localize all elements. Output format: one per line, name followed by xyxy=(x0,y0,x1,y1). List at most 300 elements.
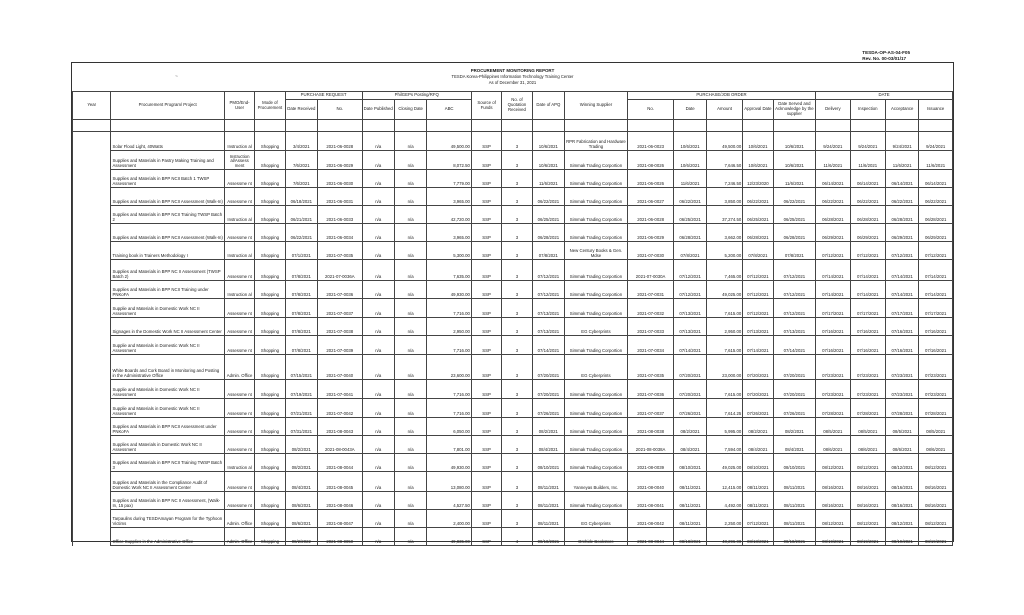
cell-inspection: 07/23/2021 xyxy=(850,355,885,380)
cell-acceptance: 06/22/2021 xyxy=(886,188,919,206)
cell-date-published: n/a xyxy=(362,224,394,242)
cell-approval: 08/11/2021 xyxy=(743,472,773,492)
cell-approval: 10/6/2021 xyxy=(743,132,773,151)
cell-date-published: n/a xyxy=(362,399,394,418)
cell-supplier: Simmak Trading Corportion xyxy=(565,281,628,299)
header-pmo: PMO/End-User xyxy=(224,92,254,120)
cell-apq: 07/12/2021 xyxy=(532,281,564,299)
cell-abc: 7,801.00 xyxy=(427,436,472,454)
cell-amount: 7,615.00 xyxy=(706,380,742,399)
cell-po-date: 06/22/2021 xyxy=(674,188,706,206)
cell-amount: 2,950.00 xyxy=(706,318,742,336)
cell-amount: 49,025.00 xyxy=(706,281,742,299)
cell-abc: 7,716.00 xyxy=(427,399,472,418)
cell-issuance: 06/29/2021 xyxy=(919,224,953,242)
header-date: DATE xyxy=(816,92,953,100)
cell-source-funds: SSP xyxy=(471,510,501,528)
cell-quotations: 3 xyxy=(502,151,532,170)
cell-inspection: 07/23/2021 xyxy=(850,380,885,399)
cell-po-no: 2021-08-0044 xyxy=(627,528,674,546)
cell-acceptance: 08/12/2021 xyxy=(886,454,919,472)
cell-abc: 49,835.00 xyxy=(427,528,472,546)
cell-po-no: 2021-08-0039 xyxy=(627,454,674,472)
pen-mark: ~ xyxy=(175,74,178,80)
cell-abc: 4,527.50 xyxy=(427,492,472,510)
cell-source-funds: SSP xyxy=(471,132,501,151)
cell-issuance: 08/6/2021 xyxy=(919,436,953,454)
cell-supplier: Simmak Trading Corportion xyxy=(565,260,628,281)
header-supplier: Winning Supplier xyxy=(565,92,628,120)
cell-supplier: Simmak Trading Corportion xyxy=(565,436,628,454)
cell-source-funds: SSP xyxy=(471,436,501,454)
cell-acceptance: 07/17/2021 xyxy=(886,299,919,318)
cell-pmo: Instruction al xyxy=(224,281,254,299)
cell-year xyxy=(73,170,111,188)
cell-quotations: 3 xyxy=(502,299,532,318)
cell-pr-no: 2021-08-0047 xyxy=(318,510,363,528)
cell-program: Office Supplies in the Administrative Office xyxy=(111,528,224,546)
cell-inspection: 07/16/2021 xyxy=(850,336,885,355)
cell-amount: 12,415.00 xyxy=(706,472,742,492)
cell-program: Supplie and Materials in Domestic Work NC II Assessment xyxy=(111,299,224,318)
cell-pr-no: 2021-07-0036 xyxy=(318,281,363,299)
header-philgeps: PhilGEPs Posting/RFQ xyxy=(362,92,471,100)
cell-quotations: 3 xyxy=(502,510,532,528)
cell-issuance: 08/16/2021 xyxy=(919,472,953,492)
cell-issuance: 07/28/2021 xyxy=(919,399,953,418)
cell-abc: 7,779.00 xyxy=(427,170,472,188)
document-code xyxy=(862,50,910,62)
cell-po-no: 2021-07-0035 xyxy=(627,355,674,380)
cell-quotations: 3 xyxy=(502,260,532,281)
cell-pr-date: 06/18/2021 xyxy=(285,188,317,206)
cell-year xyxy=(73,188,111,206)
cell-year xyxy=(73,260,111,281)
cell-amount: 5,200.00 xyxy=(706,242,742,260)
cell-approval: 06/25/2021 xyxy=(743,206,773,224)
table-row xyxy=(73,224,953,242)
cell-quotations: 3 xyxy=(502,132,532,151)
cell-closing-date: n/a xyxy=(394,492,426,510)
cell-abc: 7,716.00 xyxy=(427,299,472,318)
cell-program: Supplies and Materials in Domestic Work NC II Assessment xyxy=(111,436,224,454)
cell-closing-date: n/a xyxy=(394,224,426,242)
cell-pr-no: 2021-08-0050 xyxy=(318,528,363,546)
cell-approval: 07/8/2021 xyxy=(743,242,773,260)
report-sheet xyxy=(71,62,954,545)
cell-pmo: Instruction al xyxy=(224,242,254,260)
cell-date-published: n/a xyxy=(362,151,394,170)
cell-po-date: 07/20/2021 xyxy=(674,355,706,380)
cell-pmo: Assessme nt xyxy=(224,399,254,418)
cell-supplier: Simmak Trading Corportion xyxy=(565,492,628,510)
cell-issuance: 08/16/2021 xyxy=(919,492,953,510)
form-number: TESDA-OP-AS-04-F05 xyxy=(862,50,910,55)
spacer-row xyxy=(73,120,953,132)
cell-date-published: n/a xyxy=(362,436,394,454)
cell-served: 06/25/2021 xyxy=(773,206,816,224)
cell-program: Supplies and Materials in BPP NC II Assessment, (Walk-In, 15 pax) xyxy=(111,492,224,510)
cell-pmo: Assessme nt xyxy=(224,418,254,436)
cell-amount: 2,250.00 xyxy=(706,510,742,528)
cell-date-published: n/a xyxy=(362,492,394,510)
table-row xyxy=(73,418,953,436)
cell-closing-date: n/a xyxy=(394,318,426,336)
cell-issuance: 08/5/2021 xyxy=(919,418,953,436)
cell-po-date: 10/6/2021 xyxy=(674,151,706,170)
cell-po-no: 2021-07-0037 xyxy=(627,399,674,418)
cell-inspection: 07/14/2021 xyxy=(850,260,885,281)
cell-year xyxy=(73,528,111,546)
cell-quotations: 3 xyxy=(502,336,532,355)
cell-delivery: 06/22/2021 xyxy=(816,188,850,206)
cell-program: Supplies and Materials in BPP NCII Batch 1 TWSP Assessment xyxy=(111,170,224,188)
cell-po-no: 2021-08-0042 xyxy=(627,510,674,528)
cell-pr-date: 07/8/2021 xyxy=(285,299,317,318)
cell-closing-date: n/a xyxy=(394,380,426,399)
table-row xyxy=(73,170,953,188)
cell-inspection: 08/12/2021 xyxy=(850,454,885,472)
cell-mode: Shopping xyxy=(255,151,285,170)
cell-program: Supplie and Materials in Domestic Work NC II Assessment xyxy=(111,399,224,418)
cell-acceptance: 07/14/2021 xyxy=(886,260,919,281)
cell-pr-date: 07/1/2021 xyxy=(285,242,317,260)
cell-supplier: Simmak Trading Corportion xyxy=(565,299,628,318)
cell-year xyxy=(73,242,111,260)
cell-program: Supplies and Materials in BPP NCII Training under PNKoFA xyxy=(111,281,224,299)
cell-mode: Shopping xyxy=(255,336,285,355)
cell-date-published: n/a xyxy=(362,132,394,151)
cell-abc: 49,930.00 xyxy=(427,454,472,472)
cell-served: 07/12/2021 xyxy=(773,281,816,299)
cell-apq: 07/14/2021 xyxy=(532,336,564,355)
cell-mode: Shopping xyxy=(255,170,285,188)
cell-program: White Boards and Cork Board in Monitoring and Posting in the Administrative Office xyxy=(111,355,224,380)
cell-quotations: 3 xyxy=(502,355,532,380)
cell-supplier: Simmak Trading Corportion xyxy=(565,380,628,399)
cell-approval: 07/20/2021 xyxy=(743,355,773,380)
cell-year xyxy=(73,436,111,454)
cell-abc: 13,080.00 xyxy=(427,472,472,492)
cell-pr-no: 2021-07-0040 xyxy=(318,355,363,380)
cell-po-no: 2021-08-0026 xyxy=(627,151,674,170)
cell-closing-date: n/a xyxy=(394,472,426,492)
cell-pr-no: 2021-07-0042 xyxy=(318,399,363,418)
cell-apq: 08/2/2021 xyxy=(532,418,564,436)
cell-po-date: 08/10/2021 xyxy=(674,454,706,472)
cell-year xyxy=(73,472,111,492)
cell-amount: 37,274.50 xyxy=(706,206,742,224)
cell-pr-date: 3/4/2021 xyxy=(285,132,317,151)
cell-pr-no: 2021-06-0034 xyxy=(318,224,363,242)
cell-closing-date: n/a xyxy=(394,355,426,380)
cell-source-funds: SSP xyxy=(471,355,501,380)
table-row xyxy=(73,492,953,510)
cell-apq: 10/6/2021 xyxy=(532,132,564,151)
cell-program: Supplie and Materials in Domestic Work NC II Assessment xyxy=(111,380,224,399)
cell-pmo: Assessme nt xyxy=(224,436,254,454)
cell-inspection: 07/17/2021 xyxy=(850,299,885,318)
cell-pr-no: 2021-06-0031 xyxy=(318,188,363,206)
cell-year xyxy=(73,336,111,355)
cell-pr-date: 07/8/2021 xyxy=(285,260,317,281)
cell-abc: 3,965.00 xyxy=(427,224,472,242)
cell-year xyxy=(73,492,111,510)
table-row xyxy=(73,132,953,151)
cell-served: 08/18/2021 xyxy=(773,528,816,546)
cell-date-published: n/a xyxy=(362,299,394,318)
cell-amount: 48,296.00 xyxy=(706,528,742,546)
cell-served: 10/6/2021 xyxy=(773,151,816,170)
cell-supplier: Simmak Trading Corportion xyxy=(565,170,628,188)
cell-mode: Shopping xyxy=(255,299,285,318)
cell-inspection: 08/6/2021 xyxy=(850,436,885,454)
cell-closing-date: n/a xyxy=(394,260,426,281)
cell-mode: Shopping xyxy=(255,188,285,206)
cell-po-date: 07/26/2021 xyxy=(674,399,706,418)
header-purchase-request: PURCHASE REQUEST xyxy=(285,92,362,100)
cell-inspection: 07/12/2021 xyxy=(850,242,885,260)
cell-amount: 7,646.50 xyxy=(706,151,742,170)
cell-closing-date: n/a xyxy=(394,528,426,546)
cell-source-funds: SSP xyxy=(471,299,501,318)
cell-abc: 42,720.00 xyxy=(427,206,472,224)
cell-pmo: Admin. Office xyxy=(224,355,254,380)
cell-pmo: Assessme nt xyxy=(224,336,254,355)
cell-approval: 10/6/2021 xyxy=(743,151,773,170)
cell-delivery: 08/12/2021 xyxy=(816,510,850,528)
cell-apq: 06/25/2021 xyxy=(532,206,564,224)
cell-inspection: 08/12/2021 xyxy=(850,510,885,528)
cell-supplier: EG Cyberprints xyxy=(565,510,628,528)
cell-issuance: 07/17/2021 xyxy=(919,299,953,318)
cell-approval: 07/13/2021 xyxy=(743,318,773,336)
cell-year xyxy=(73,132,111,151)
cell-delivery: 07/16/2021 xyxy=(816,336,850,355)
header-po-date: Date xyxy=(674,100,706,120)
cell-po-date: 08/4/2021 xyxy=(674,436,706,454)
cell-po-date: 07/13/2021 xyxy=(674,318,706,336)
cell-po-date: 07/14/2021 xyxy=(674,336,706,355)
cell-po-no: 2021-06-0023 xyxy=(627,132,674,151)
cell-abc: 8,072.50 xyxy=(427,151,472,170)
cell-po-date: 08/11/2021 xyxy=(674,510,706,528)
cell-apq: 08/10/2021 xyxy=(532,454,564,472)
cell-inspection: 08/16/2021 xyxy=(850,492,885,510)
cell-mode: Shopping xyxy=(255,528,285,546)
cell-pr-date: 07/19/2021 xyxy=(285,380,317,399)
cell-served: 08/2/2021 xyxy=(773,418,816,436)
cell-amount: 7,246.50 xyxy=(706,170,742,188)
cell-issuance: 07/12/2021 xyxy=(919,242,953,260)
cell-approval: 08/10/2021 xyxy=(743,454,773,472)
cell-abc: 2,400.00 xyxy=(427,510,472,528)
cell-date-published: n/a xyxy=(362,355,394,380)
cell-delivery: 08/19/2021 xyxy=(816,528,850,546)
header-purchase-order: PURCHASE/JOB ORDER xyxy=(627,92,815,100)
cell-amount: 7,465.00 xyxy=(706,260,742,281)
cell-acceptance: 08/12/2021 xyxy=(886,510,919,528)
cell-issuance: 07/14/2021 xyxy=(919,281,953,299)
cell-served: 07/12/2021 xyxy=(773,260,816,281)
cell-apq: 07/8/2021 xyxy=(532,242,564,260)
cell-acceptance: 07/12/2021 xyxy=(886,242,919,260)
cell-acceptance: 06/14/2021 xyxy=(886,170,919,188)
procurement-rows xyxy=(73,120,953,546)
cell-quotations: 3 xyxy=(502,492,532,510)
cell-issuance: 07/23/2021 xyxy=(919,355,953,380)
cell-year xyxy=(73,380,111,399)
cell-date-published: n/a xyxy=(362,380,394,399)
cell-year xyxy=(73,454,111,472)
cell-apq: 11/6/2021 xyxy=(532,170,564,188)
cell-amount: 49,500.00 xyxy=(706,132,742,151)
header-delivery: Delivery xyxy=(816,100,850,120)
cell-delivery: 07/14/2021 xyxy=(816,281,850,299)
cell-apq: 08/18/2021 xyxy=(532,528,564,546)
cell-approval: 07/12/2021 xyxy=(743,281,773,299)
cell-pr-no: 2021-06-0030 xyxy=(318,170,363,188)
cell-pr-no: 2021-07-0039 xyxy=(318,336,363,355)
cell-delivery: 07/23/2021 xyxy=(816,355,850,380)
cell-apq: 08/11/2021 xyxy=(532,472,564,492)
cell-program: Supplies and Materials in the Compliance Audit of Domestic Work NC II Assessment Center xyxy=(111,472,224,492)
cell-pr-no: 2021-07-0037 xyxy=(318,299,363,318)
cell-pr-no: 2021-07-0041 xyxy=(318,380,363,399)
cell-program: Signages in the Domestic Work NC II Assessment Center xyxy=(111,318,224,336)
report-title: PROCUREMENT MONITORING REPORT xyxy=(470,68,555,73)
cell-delivery: 9/24/2021 xyxy=(816,132,850,151)
cell-issuance: 07/23/2021 xyxy=(919,380,953,399)
cell-po-date: 08/11/2021 xyxy=(674,472,706,492)
revision-number: Rev. No. 00-03/01/17 xyxy=(862,56,907,61)
cell-source-funds: SSP xyxy=(471,188,501,206)
cell-acceptance: 08/5/2021 xyxy=(886,418,919,436)
table-row xyxy=(73,188,953,206)
cell-program: Supplies and Materials in BPP NCII Training TWSP Batch 2 xyxy=(111,206,224,224)
cell-issuance: 9/24/2021 xyxy=(919,132,953,151)
cell-quotations: 3 xyxy=(502,436,532,454)
cell-acceptance: 9/24/2021 xyxy=(886,132,919,151)
cell-pr-date: 07/8/2021 xyxy=(285,336,317,355)
cell-po-no: 2021-07-0031 xyxy=(627,281,674,299)
table-row xyxy=(73,206,953,224)
cell-pr-date: 7/6/2021 xyxy=(285,170,317,188)
cell-abc: 6,050.00 xyxy=(427,418,472,436)
cell-quotations: 3 xyxy=(502,318,532,336)
cell-served: 07/20/2021 xyxy=(773,380,816,399)
cell-pmo: Instruction al xyxy=(224,132,254,151)
cell-pr-date: 07/8/2021 xyxy=(285,318,317,336)
cell-supplier: Simmak Trading Corportion xyxy=(565,224,628,242)
cell-inspection: 07/28/2021 xyxy=(850,399,885,418)
cell-date-published: n/a xyxy=(362,188,394,206)
cell-source-funds: SSP xyxy=(471,206,501,224)
cell-quotations: 3 xyxy=(502,454,532,472)
cell-closing-date: n/a xyxy=(394,170,426,188)
cell-pr-no: 2021-08-0043A xyxy=(318,436,363,454)
header-program: Procurement Program/ Project xyxy=(111,92,224,120)
cell-served: 07/13/2021 xyxy=(773,318,816,336)
header-pr-date: Date Received xyxy=(285,100,317,120)
cell-inspection: 9/24/2021 xyxy=(850,132,885,151)
cell-supplier: EG Cyberprints xyxy=(565,318,628,336)
cell-acceptance: 08/16/2021 xyxy=(886,472,919,492)
cell-po-no: 2021-06-0029 xyxy=(627,224,674,242)
cell-approval: 07/12/2021 xyxy=(743,260,773,281)
cell-pr-date: 08/2/2021 xyxy=(285,436,317,454)
cell-closing-date: n/a xyxy=(394,454,426,472)
cell-apq: 10/6/2021 xyxy=(532,151,564,170)
cell-delivery: 11/6/2021 xyxy=(816,151,850,170)
cell-apq: 08/11/2021 xyxy=(532,510,564,528)
cell-approval: 07/14/2021 xyxy=(743,336,773,355)
cell-pr-no: 2021-06-0028 xyxy=(318,132,363,151)
cell-supplier: Simmak Trading Corportion xyxy=(565,336,628,355)
cell-mode: Shopping xyxy=(255,281,285,299)
report-subtitle: TESDA Korea-Philippines Information Technology Training Center xyxy=(451,74,574,79)
cell-amount: 23,000.00 xyxy=(706,355,742,380)
cell-date-published: n/a xyxy=(362,206,394,224)
cell-approval: 12/23/2020 xyxy=(743,170,773,188)
cell-issuance: 08/12/2021 xyxy=(919,510,953,528)
cell-abc: 7,716.00 xyxy=(427,336,472,355)
cell-po-no: 2021-07-0033 xyxy=(627,318,674,336)
cell-issuance: 08/12/2021 xyxy=(919,454,953,472)
cell-source-funds: SSP xyxy=(471,224,501,242)
cell-approval: 08/4/2021 xyxy=(743,436,773,454)
cell-date-published: n/a xyxy=(362,242,394,260)
cell-abc: 23,600.00 xyxy=(427,355,472,380)
table-row xyxy=(73,380,953,399)
cell-date-published: n/a xyxy=(362,260,394,281)
cell-pmo: Instruction al xyxy=(224,454,254,472)
cell-date-published: n/a xyxy=(362,336,394,355)
cell-closing-date: n/a xyxy=(394,132,426,151)
cell-pmo: Instruction al xyxy=(224,206,254,224)
cell-apq: 07/20/2021 xyxy=(532,355,564,380)
cell-delivery: 07/17/2021 xyxy=(816,299,850,318)
cell-inspection: 08/16/2021 xyxy=(850,472,885,492)
cell-delivery: 08/5/2021 xyxy=(816,418,850,436)
cell-quotations: 3 xyxy=(502,170,532,188)
cell-apq: 07/12/2021 xyxy=(532,260,564,281)
cell-closing-date: n/a xyxy=(394,336,426,355)
cell-issuance: 08/19/2021 xyxy=(919,528,953,546)
table-row xyxy=(73,355,953,380)
header-approval: Approval Date xyxy=(743,100,773,120)
cell-pr-no: 2021-07-0035 xyxy=(318,242,363,260)
cell-quotations: 4 xyxy=(502,528,532,546)
cell-apq: 07/26/2021 xyxy=(532,399,564,418)
cell-pr-no: 2021-07-0036A xyxy=(318,260,363,281)
cell-served: 07/8/2021 xyxy=(773,242,816,260)
cell-acceptance: 08/19/2021 xyxy=(886,528,919,546)
cell-pr-date: 07/8/2021 xyxy=(285,281,317,299)
cell-served: 08/11/2021 xyxy=(773,510,816,528)
cell-served: 08/4/2021 xyxy=(773,436,816,454)
cell-pr-date: 06/22/2021 xyxy=(285,224,317,242)
table-row xyxy=(73,336,953,355)
cell-year xyxy=(73,418,111,436)
cell-quotations: 3 xyxy=(502,188,532,206)
cell-delivery: 06/28/2021 xyxy=(816,206,850,224)
header-acceptance: Acceptance xyxy=(886,100,919,120)
cell-source-funds: SSP xyxy=(471,399,501,418)
cell-source-funds: SSP xyxy=(471,318,501,336)
cell-source-funds: SSP xyxy=(471,492,501,510)
cell-apq: 07/13/2021 xyxy=(532,318,564,336)
